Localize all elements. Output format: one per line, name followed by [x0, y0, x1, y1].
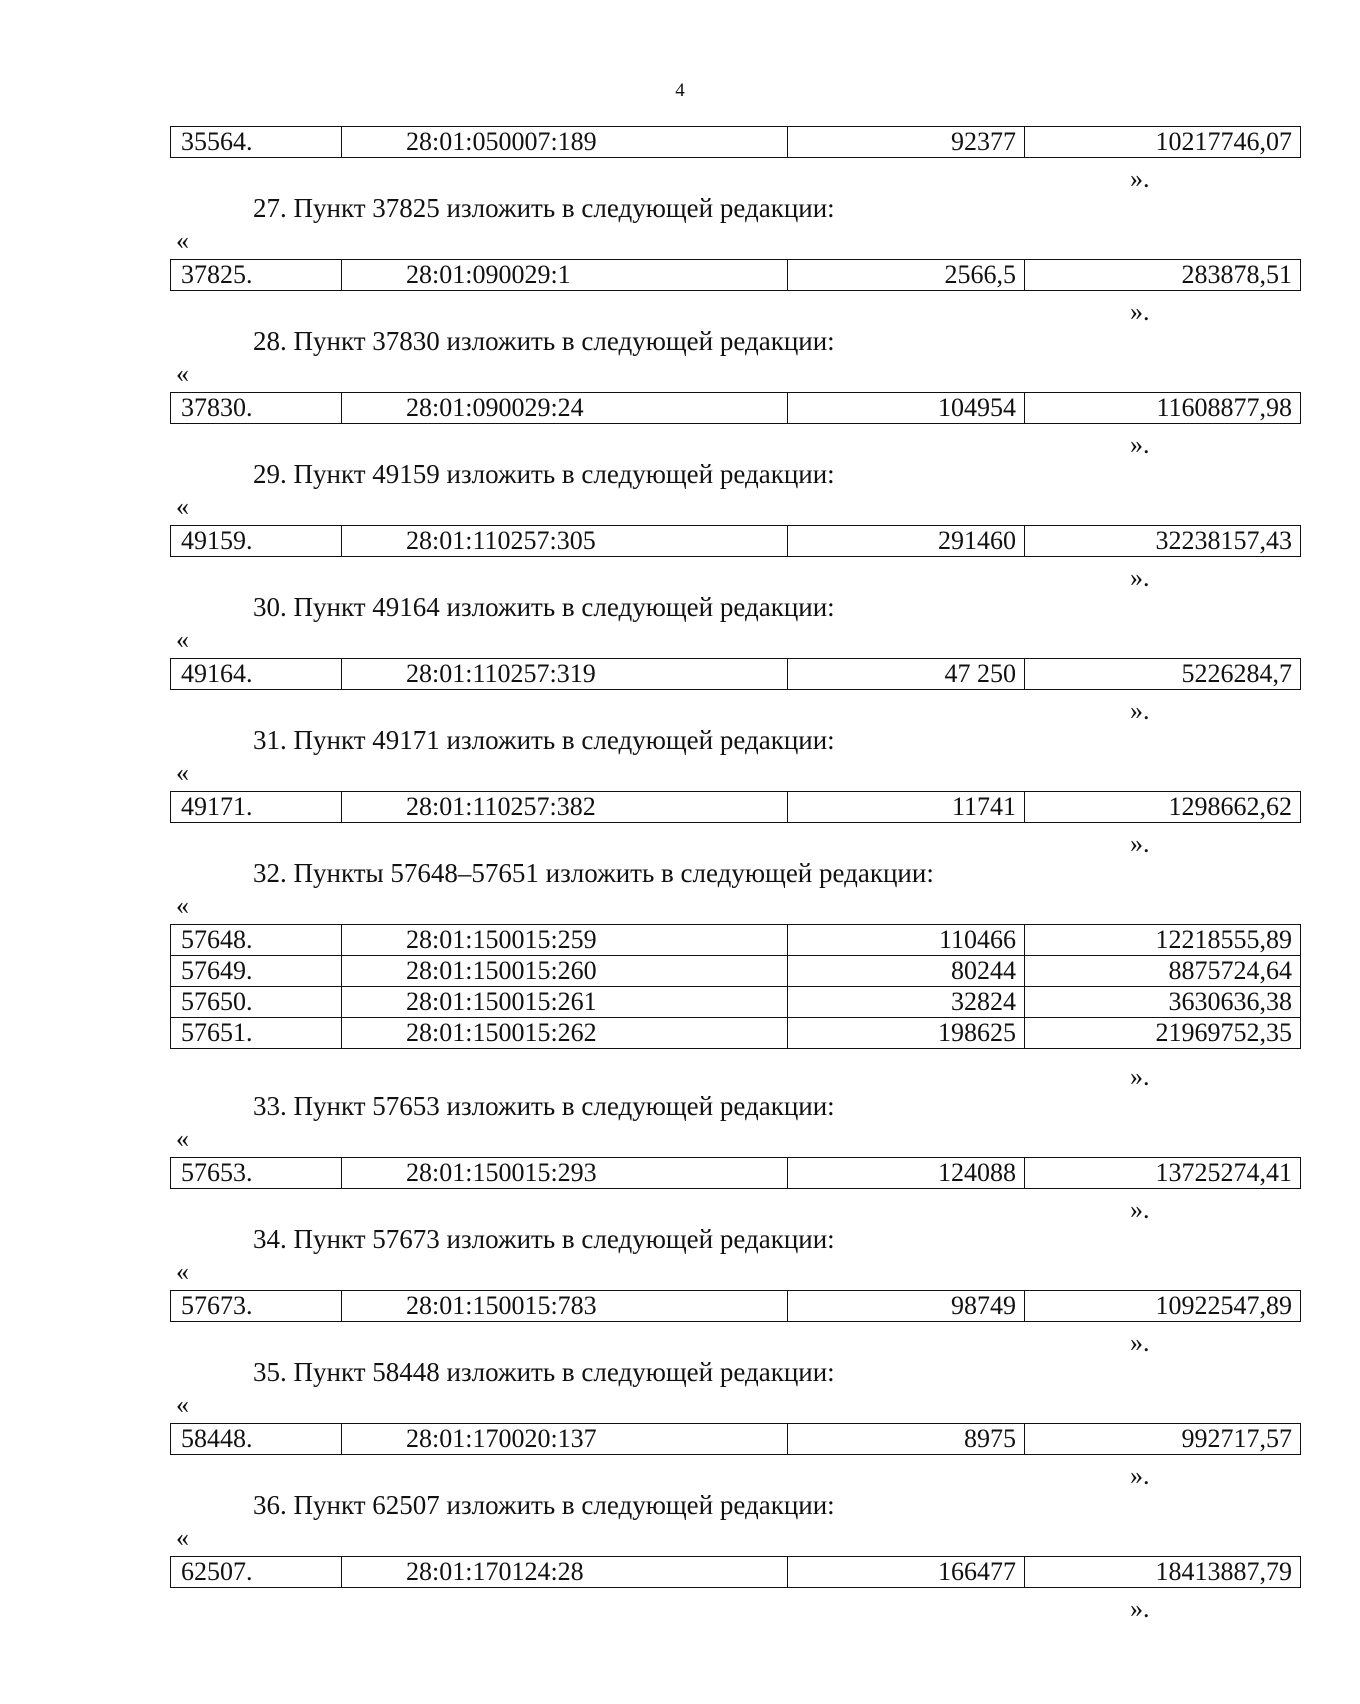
amendment-table: [170, 1423, 1301, 1455]
item-number-cell: 37830.: [171, 393, 342, 424]
item-number-cell: 57651.: [171, 1018, 342, 1049]
table-row: [171, 792, 1301, 823]
area-cell: 198625: [788, 1018, 1025, 1049]
cadastral-number-cell: 28:01:150015:260: [342, 956, 788, 987]
amendment-instruction: 27. Пункт 37825 изложить в следующей редакции:: [253, 193, 835, 223]
closing-quote: ».: [1130, 696, 1150, 725]
area-cell: 47 250: [788, 659, 1025, 690]
item-number-cell: 57650.: [171, 987, 342, 1018]
area-cell: 104954: [788, 393, 1025, 424]
item-number-cell: 49159.: [171, 526, 342, 557]
closing-quote: ».: [1130, 297, 1150, 326]
value-cell: 13725274,41: [1025, 1158, 1301, 1189]
opening-quote: «: [176, 226, 189, 255]
item-number-cell: 62507.: [171, 1557, 342, 1588]
item-number-cell: 57649.: [171, 956, 342, 987]
opening-quote: «: [176, 891, 189, 920]
amendment-instruction: 35. Пункт 58448 изложить в следующей редакции:: [253, 1357, 835, 1387]
amendment-table: [170, 126, 1301, 158]
table-row: [171, 1424, 1301, 1455]
area-cell: 2566,5: [788, 260, 1025, 291]
opening-quote: «: [176, 625, 189, 654]
amendment-table: [170, 658, 1301, 690]
amendment-instruction: 36. Пункт 62507 изложить в следующей редакции:: [253, 1490, 835, 1520]
closing-quote: ».: [1130, 1062, 1150, 1091]
cadastral-number-cell: 28:01:090029:1: [342, 260, 788, 291]
amendment-table: [170, 1157, 1301, 1189]
closing-quote: ».: [1130, 1195, 1150, 1224]
page-number: 4: [675, 80, 685, 101]
value-cell: 18413887,79: [1025, 1557, 1301, 1588]
amendment-table: [170, 392, 1301, 424]
item-number-cell: 49164.: [171, 659, 342, 690]
area-cell: 8975: [788, 1424, 1025, 1455]
amendment-table: [170, 259, 1301, 291]
area-cell: 32824: [788, 987, 1025, 1018]
value-cell: 283878,51: [1025, 260, 1301, 291]
cadastral-number-cell: 28:01:090029:24: [342, 393, 788, 424]
closing-quote: ».: [1130, 1461, 1150, 1490]
amendment-instruction: 32. Пункты 57648–57651 изложить в следующей редакции:: [253, 858, 934, 888]
area-cell: 166477: [788, 1557, 1025, 1588]
value-cell: 10217746,07: [1025, 127, 1301, 158]
item-number-cell: 57648.: [171, 925, 342, 956]
item-number-cell: 49171.: [171, 792, 342, 823]
value-cell: 8875724,64: [1025, 956, 1301, 987]
table-row: [171, 1557, 1301, 1588]
cadastral-number-cell: 28:01:150015:293: [342, 1158, 788, 1189]
value-cell: 992717,57: [1025, 1424, 1301, 1455]
opening-quote: «: [176, 1124, 189, 1153]
cadastral-number-cell: 28:01:150015:262: [342, 1018, 788, 1049]
table-row: [171, 127, 1301, 158]
closing-quote: ».: [1130, 430, 1150, 459]
opening-quote: «: [176, 1523, 189, 1552]
closing-quote: ».: [1130, 829, 1150, 858]
closing-quote: ».: [1130, 563, 1150, 592]
area-cell: 110466: [788, 925, 1025, 956]
amendment-table: [170, 924, 1301, 1049]
item-number-cell: 37825.: [171, 260, 342, 291]
item-number-cell: 57653.: [171, 1158, 342, 1189]
area-cell: 80244: [788, 956, 1025, 987]
value-cell: 12218555,89: [1025, 925, 1301, 956]
item-number-cell: 35564.: [171, 127, 342, 158]
value-cell: 21969752,35: [1025, 1018, 1301, 1049]
value-cell: 1298662,62: [1025, 792, 1301, 823]
value-cell: 3630636,38: [1025, 987, 1301, 1018]
table-row: [171, 1158, 1301, 1189]
opening-quote: «: [176, 359, 189, 388]
amendment-instruction: 28. Пункт 37830 изложить в следующей редакции:: [253, 326, 835, 356]
cadastral-number-cell: 28:01:150015:783: [342, 1291, 788, 1322]
cadastral-number-cell: 28:01:150015:259: [342, 925, 788, 956]
closing-quote: ».: [1130, 1328, 1150, 1357]
item-number-cell: 57673.: [171, 1291, 342, 1322]
amendment-instruction: 30. Пункт 49164 изложить в следующей редакции:: [253, 592, 835, 622]
opening-quote: «: [176, 1257, 189, 1286]
closing-quote: ».: [1130, 1594, 1150, 1623]
table-row: [171, 956, 1301, 987]
cadastral-number-cell: 28:01:150015:261: [342, 987, 788, 1018]
value-cell: 5226284,7: [1025, 659, 1301, 690]
cadastral-number-cell: 28:01:050007:189: [342, 127, 788, 158]
amendment-instruction: 33. Пункт 57653 изложить в следующей редакции:: [253, 1091, 835, 1121]
item-number-cell: 58448.: [171, 1424, 342, 1455]
table-row: [171, 526, 1301, 557]
amendment-table: [170, 1556, 1301, 1588]
opening-quote: «: [176, 758, 189, 787]
closing-quote: ».: [1130, 164, 1150, 193]
cadastral-number-cell: 28:01:170124:28: [342, 1557, 788, 1588]
area-cell: 98749: [788, 1291, 1025, 1322]
value-cell: 10922547,89: [1025, 1291, 1301, 1322]
amendment-table: [170, 525, 1301, 557]
table-row: [171, 1291, 1301, 1322]
amendment-table: [170, 791, 1301, 823]
table-row: [171, 987, 1301, 1018]
value-cell: 11608877,98: [1025, 393, 1301, 424]
value-cell: 32238157,43: [1025, 526, 1301, 557]
amendment-instruction: 34. Пункт 57673 изложить в следующей редакции:: [253, 1224, 835, 1254]
table-row: [171, 925, 1301, 956]
area-cell: 291460: [788, 526, 1025, 557]
amendment-instruction: 31. Пункт 49171 изложить в следующей редакции:: [253, 725, 835, 755]
area-cell: 124088: [788, 1158, 1025, 1189]
opening-quote: «: [176, 1390, 189, 1419]
amendment-table: [170, 1290, 1301, 1322]
area-cell: 11741: [788, 792, 1025, 823]
cadastral-number-cell: 28:01:110257:319: [342, 659, 788, 690]
table-row: [171, 659, 1301, 690]
amendment-instruction: 29. Пункт 49159 изложить в следующей редакции:: [253, 459, 835, 489]
cadastral-number-cell: 28:01:110257:382: [342, 792, 788, 823]
cadastral-number-cell: 28:01:170020:137: [342, 1424, 788, 1455]
opening-quote: «: [176, 492, 189, 521]
cadastral-number-cell: 28:01:110257:305: [342, 526, 788, 557]
table-row: [171, 1018, 1301, 1049]
table-row: [171, 260, 1301, 291]
table-row: [171, 393, 1301, 424]
area-cell: 92377: [788, 127, 1025, 158]
